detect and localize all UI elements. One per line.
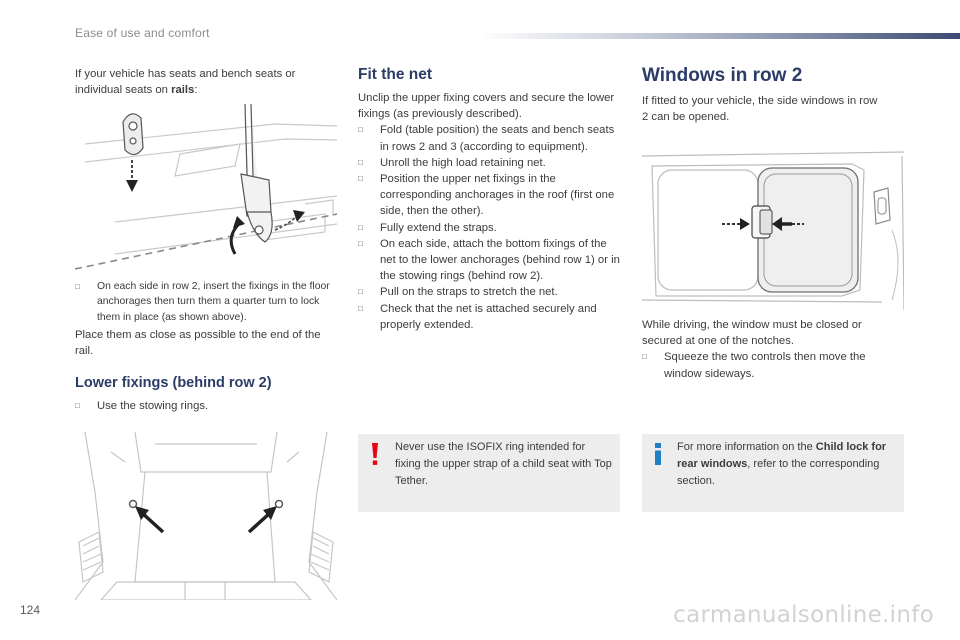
info-text <box>677 439 897 490</box>
fit-net-intro: Unclip the upper fixing covers and secure the lower fixings (as previously described). <box>358 92 615 121</box>
rails-bullet-list <box>75 279 339 325</box>
list-item-text: Fold (table position) the seats and bench seats in rows 2 and 3 (according to equipment). <box>380 124 615 153</box>
rail-fixing-illustration <box>75 104 337 274</box>
section-title: Ease of use and comfort <box>75 26 210 40</box>
list-item <box>75 398 337 414</box>
windows-steps <box>642 349 904 381</box>
warning-notice <box>358 434 620 512</box>
fit-net-heading: Fit the net <box>358 66 433 83</box>
info-text-pre: For more information on the <box>677 441 813 453</box>
list-item <box>642 349 904 381</box>
windows-heading: Windows in row 2 <box>642 65 803 86</box>
list-item-text: Use the stowing rings. <box>97 400 209 412</box>
rails-intro-text: If your vehicle has seats and bench seats or individual seats on <box>75 68 296 97</box>
list-item-text: Pull on the straps to stretch the net. <box>380 286 558 299</box>
rails-after <box>75 327 337 359</box>
checkbox-bullet-icon: □ <box>358 238 363 248</box>
info-link-child-lock: Child lock for rear windows <box>677 441 887 470</box>
checkbox-bullet-icon: □ <box>358 222 363 232</box>
checkbox-bullet-icon: □ <box>75 401 80 410</box>
info-icon <box>652 442 664 466</box>
page-number: 124 <box>20 603 41 617</box>
list-item <box>358 220 622 236</box>
warning-text: Never use the ISOFIX ring intended for fixing the upper strap of a child seat with Top Tether. <box>395 441 612 487</box>
stowing-rings-illustration <box>75 432 337 600</box>
sliding-window-illustration <box>642 150 904 310</box>
lower-fixings-heading: Lower fixings (behind row 2) <box>75 375 272 391</box>
checkbox-bullet-icon: □ <box>358 303 363 313</box>
checkbox-bullet-icon: □ <box>358 287 363 297</box>
list-item-text: Position the upper net fixings in the corresponding anchorages in the roof (first one side, then the other). <box>380 173 615 218</box>
fit-net-steps <box>358 122 622 333</box>
rails-intro-end: : <box>194 84 198 97</box>
lower-fixings-list <box>75 398 337 414</box>
list-item <box>358 122 622 154</box>
rails-intro <box>75 66 337 98</box>
rails-after-text: Place them as close as possible to the end of the rail. <box>75 329 321 358</box>
checkbox-bullet-icon: □ <box>358 157 363 167</box>
lower-fixings-bullets <box>75 398 337 414</box>
list-item <box>358 171 622 220</box>
list-item <box>358 155 622 171</box>
windows-after-text: While driving, the window must be closed or secured at one of the notches. <box>642 319 862 348</box>
list-item-text: On each side in row 2, insert the fixings in the floor anchorages then turn them a quarter turn to lock them in place (as shown above). <box>97 281 330 323</box>
list-item-text: Unroll the high load retaining net. <box>380 156 546 169</box>
exclamation-icon <box>368 442 382 466</box>
header-gradient-bar <box>478 33 960 39</box>
watermark: carmanualsonline.info <box>673 602 934 628</box>
checkbox-bullet-icon: □ <box>358 125 363 135</box>
list-item-text: On each side, attach the bottom fixings of the net to the lower anchorages (behind row 1) or in the stowing rings (behind row 2). <box>380 237 620 283</box>
windows-intro <box>642 93 882 125</box>
checkbox-bullet-icon: □ <box>75 282 80 291</box>
fit-net-body <box>358 90 622 333</box>
list-item <box>358 236 622 285</box>
list-item-text: Fully extend the straps. <box>380 221 497 234</box>
info-notice <box>642 434 904 512</box>
info-text-post: , refer to the corresponding section. <box>677 458 880 487</box>
list-item-text: Squeeze the two controls then move the window sideways. <box>664 351 866 380</box>
list-item <box>358 301 622 333</box>
checkbox-bullet-icon: □ <box>642 352 647 362</box>
rails-bold: rails <box>171 84 195 97</box>
list-item <box>75 279 339 325</box>
windows-after <box>642 317 904 382</box>
checkbox-bullet-icon: □ <box>358 174 363 184</box>
rails-bullets <box>75 279 339 325</box>
list-item-text: Check that the net is attached securely and properly extended. <box>380 302 597 331</box>
windows-intro-text: If fitted to your vehicle, the side windows in row 2 can be opened. <box>642 95 878 124</box>
list-item <box>358 284 622 300</box>
